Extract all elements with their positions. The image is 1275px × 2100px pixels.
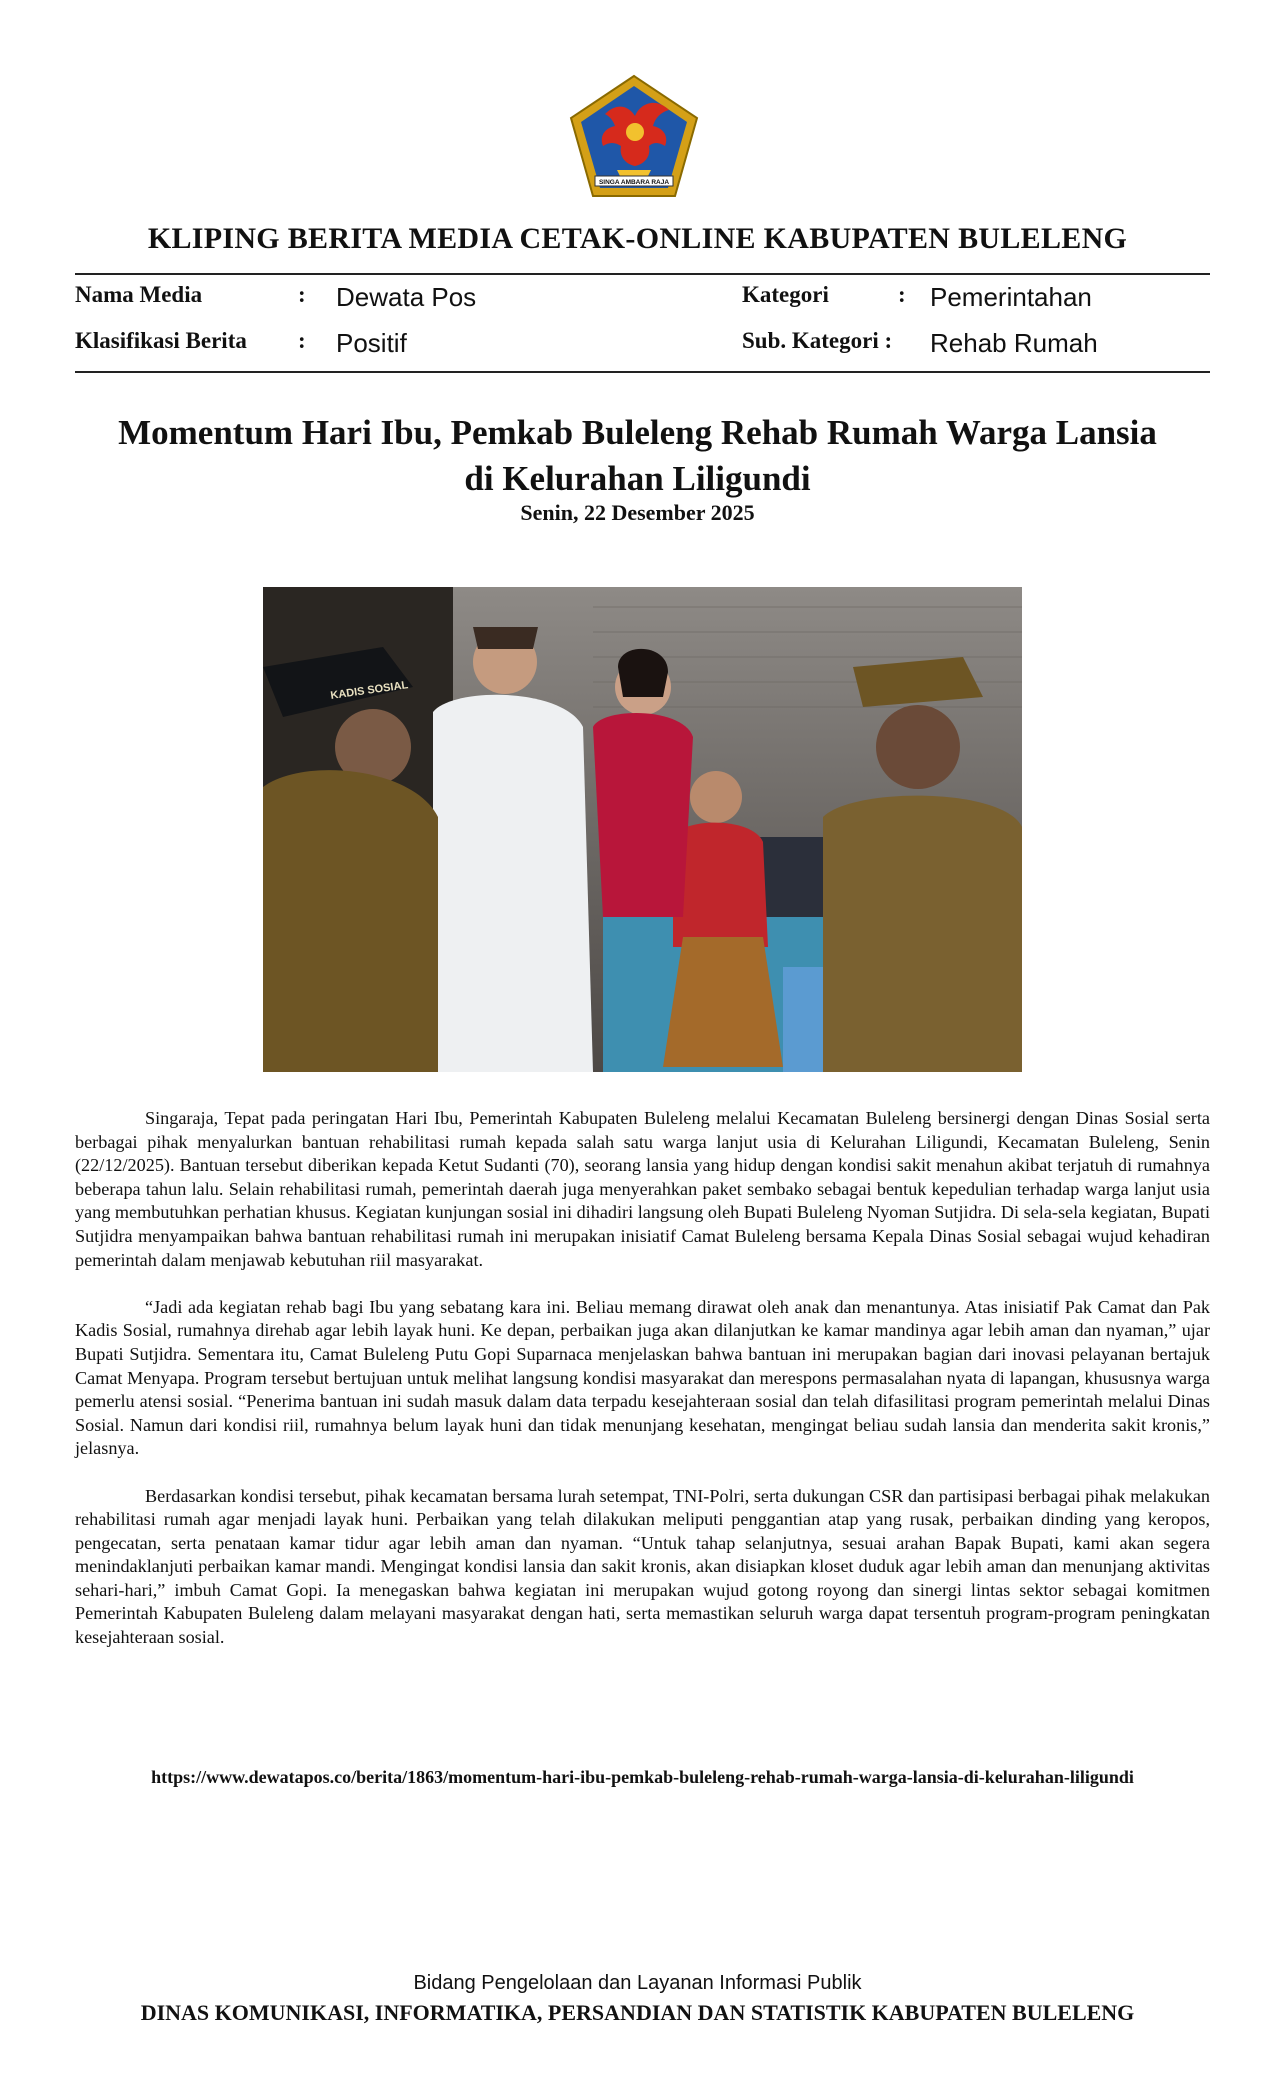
- article-title-line-1: Momentum Hari Ibu, Pemkab Buleleng Rehab Rumah Warga Lansia: [118, 413, 1157, 452]
- article-paragraph-3: Berdasarkan kondisi tersebut, pihak kecamatan bersama lurah setempat, TNI-Polri, serta dukungan CSR dan partisipasi berbagai pihak melakukan rehabilitasi rumah agar menjadi layak huni. Perbaikan yang telah dilakukan meliputi penggantian atap yang rusak, perbaikan dinding yang keropos, pengecatan, serta penataan kamar tidur agar lebih aman dan nyaman. “Untuk tahap selanjutnya, sesuai arahan Bapak Bupati, kami akan segera menindaklanjuti perbaikan kamar mandi. Mengingat kondisi lansia dan sakit kronis, akan disiapkan kloset duduk agar lebih aman dan menunjang aktivitas sehari-hari,” imbuh Camat Gopi. Ia menegaskan bahwa kegiatan ini merupakan wujud gotong royong dan sinergi lintas sektor sebagai komitmen Pemerintah Kabupaten Buleleng dalam melayani masyarakat dengan hati, serta memastikan seluruh warga dapat tersentuh program-program peningkatan kesejahteraan sosial.: [75, 1485, 1210, 1648]
- classification-colon: :: [298, 328, 306, 353]
- article-title-line-2: di Kelurahan Liligundi: [464, 459, 811, 498]
- media-label: Nama Media: [75, 282, 203, 307]
- subcategory-label: Sub. Kategori :: [742, 328, 893, 353]
- category-value: Pemerintahan: [930, 282, 1092, 312]
- news-photo-image: [263, 587, 1022, 1072]
- clipping-header-title: KLIPING BERITA MEDIA CETAK-ONLINE KABUPATEN BULELENG: [147, 222, 1128, 255]
- emblem-motto: SINGA AMBARA RAJA: [598, 179, 670, 186]
- source-link[interactable]: https://www.dewatapos.co/berita/1863/momentum-hari-ibu-pemkab-buleleng-rehab-rumah-warga-lansia-di-kelurahan-liligundi: [151, 1767, 1134, 1787]
- header-divider-bottom: [75, 371, 1210, 373]
- article-title: [80, 410, 1195, 502]
- subcategory-value: Rehab Rumah: [930, 328, 1098, 358]
- article-paragraph-1: Singaraja, Tepat pada peringatan Hari Ibu, Pemerintah Kabupaten Buleleng melalui Kecamatan Buleleng bersinergi dengan Dinas Sosial serta berbagai pihak menyalurkan bantuan rehabilitasi rumah kepada salah satu warga lanjut usia di Kelurahan Liligundi, Kecamatan Buleleng, Senin (22/12/2025). Bantuan tersebut diberikan kepada Ketut Sudanti (70), seorang lansia yang hidup dengan kondisi sakit menahun akibat terjatuh di rumahnya beberapa tahun lalu. Selain rehabilitasi rumah, pemerintah daerah juga menyerahkan paket sembako sebagai bentuk kepedulian terhadap warga lanjut usia yang membutuhkan perhatian khusus. Kegiatan kunjungan sosial ini dihadiri langsung oleh Bupati Buleleng Nyoman Sutjidra. Di sela-sela kegiatan, Bupati Sutjidra menyampaikan bahwa bantuan rehabilitasi rumah ini merupakan inisiatif Camat Buleleng bersama Kepala Dinas Sosial sebagai wujud kehadiran pemerintah dalam menjawab kebutuhan riil masyarakat.: [75, 1108, 1210, 1270]
- article-photo: [263, 587, 1022, 1072]
- emblem-icon: [565, 72, 703, 202]
- footer-subtitle: Bidang Pengelolaan dan Layanan Informasi Publik: [413, 1972, 862, 1994]
- classification-value: Positif: [336, 328, 407, 358]
- photo-cap-label: KADIS SOSIAL: [329, 679, 409, 702]
- category-label: Kategori: [742, 282, 829, 307]
- article-paragraph-2: “Jadi ada kegiatan rehab bagi Ibu yang sebatang kara ini. Beliau memang dirawat oleh anak dan menantunya. Atas inisiatif Pak Camat dan Pak Kadis Sosial, rumahnya direhab agar lebih layak huni. Ke depan, perbaikan juga akan dilanjutkan ke kamar mandinya agar lebih aman dan nyaman,” ujar Bupati Sutjidra. Sementara itu, Camat Buleleng Putu Gopi Suparnaca menjelaskan bahwa bantuan ini merupakan bagian dari inovasi pelayanan bertajuk Camat Menyapa. Program tersebut bertujuan untuk melihat langsung kondisi masyarakat dan merespons permasalahan nyata di lapangan, khususnya warga pemerlu atensi sosial. “Penerima bantuan ini sudah masuk dalam data terpadu kesejahteraan sosial dan telah difasilitasi program pemerintah melalui Dinas Sosial. Namun dari kondisi riil, rumahnya belum layak huni dan tidak menunjang kesehatan, mengingat beliau sudah lansia dan menderita sakit kronis,” jelasnya.: [75, 1296, 1210, 1459]
- article-body: [75, 1107, 1210, 1673]
- footer-title: DINAS KOMUNIKASI, INFORMATIKA, PERSANDIAN DAN STATISTIK KABUPATEN BULELENG: [140, 2000, 1135, 2025]
- classification-label: Klasifikasi Berita: [75, 328, 247, 353]
- kabupaten-emblem: [565, 72, 703, 202]
- header-divider-top: [75, 273, 1210, 275]
- category-colon: :: [898, 282, 906, 307]
- article-date: Senin, 22 Desember 2025: [520, 500, 755, 525]
- media-value: Dewata Pos: [336, 282, 477, 312]
- media-colon: :: [298, 282, 306, 307]
